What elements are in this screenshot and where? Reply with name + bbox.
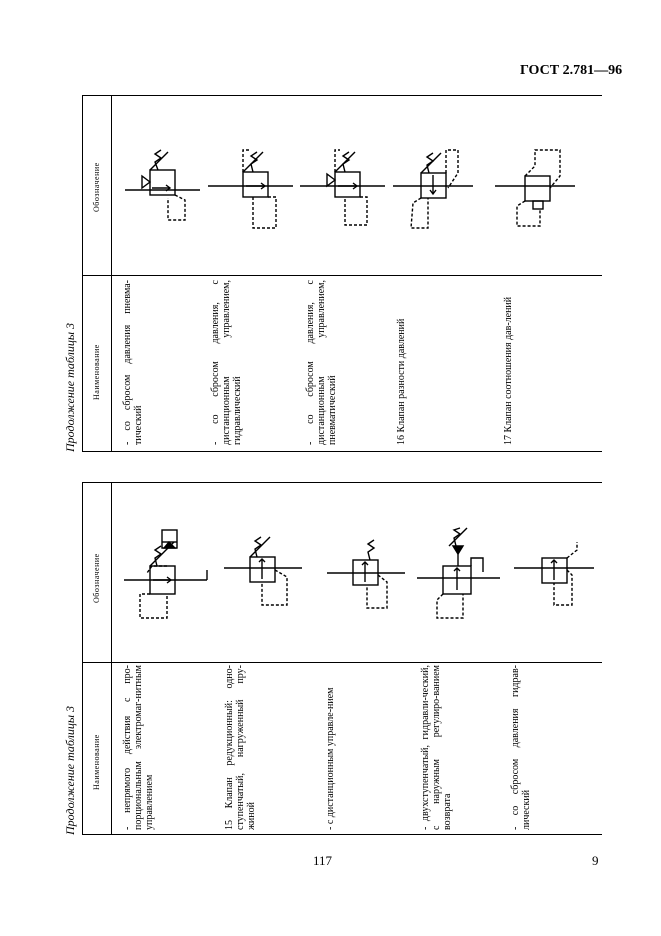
remote-control-symbol bbox=[325, 540, 410, 615]
bottom-row-3-name: - с дистанционным управле-нием bbox=[325, 687, 336, 830]
top-col-name-header: Наименование bbox=[92, 344, 101, 400]
remote-hydraulic-symbol bbox=[208, 150, 298, 230]
reducing-valve-spring-symbol bbox=[222, 535, 307, 615]
bottom-table-col-divider bbox=[82, 662, 602, 663]
pressure-relief-pneumatic-symbol bbox=[120, 150, 210, 230]
top-table-caption: Продолжение таблицы 3 bbox=[63, 322, 77, 452]
page-number-center: 117 bbox=[313, 853, 333, 868]
bottom-table-caption: Продолжение таблицы 3 bbox=[63, 705, 77, 835]
top-col-symbol-header: Обозначение bbox=[92, 162, 101, 212]
bottom-table-header-divider bbox=[111, 482, 112, 835]
top-row-2-name: - со сбросом давления, с дистанционным управлением, гидравлический bbox=[210, 280, 243, 445]
top-row-5-name: 17 Клапан соотношения дав-лений bbox=[503, 296, 514, 445]
pressure-ratio-valve-symbol bbox=[495, 148, 585, 228]
page-header-code: ГОСТ 2.781—96 bbox=[520, 63, 623, 78]
two-stage-hydraulic-symbol bbox=[415, 528, 505, 623]
differential-pressure-valve-symbol bbox=[393, 148, 483, 233]
bottom-row-4-name: - двухступенчатый, гидравли-ческий, с наружным регулиро-ванием возврата bbox=[420, 665, 453, 830]
bottom-col-name-header: Наименование bbox=[92, 734, 101, 790]
page-number-right: 9 bbox=[592, 853, 599, 868]
bottom-row-1-name: - непрямого действия с про-порциональным электромаг-нитным управлением bbox=[122, 665, 155, 830]
bottom-row-2-name: 15 Клапан редукционный: одно-ступенчатый, нагруженный пру-жиной bbox=[224, 665, 257, 830]
top-table-col-divider bbox=[82, 275, 602, 276]
top-row-3-name: - со сбросом давления, с дистанционным управлением, пневматический bbox=[305, 280, 338, 445]
top-row-1-name: - со сбросом давления пневма-тический bbox=[122, 280, 144, 445]
pressure-relief-hydraulic-symbol bbox=[512, 540, 597, 615]
bottom-row-5-name: - со сбросом давления гидрав-лический bbox=[510, 665, 532, 830]
top-row-4-name: 16 Клапан разности давлений bbox=[396, 318, 407, 445]
bottom-col-symbol-header: Обозначение bbox=[92, 553, 101, 603]
remote-pneumatic-symbol bbox=[300, 150, 390, 230]
proportional-solenoid-symbol bbox=[122, 528, 217, 628]
top-table-header-divider bbox=[111, 95, 112, 452]
